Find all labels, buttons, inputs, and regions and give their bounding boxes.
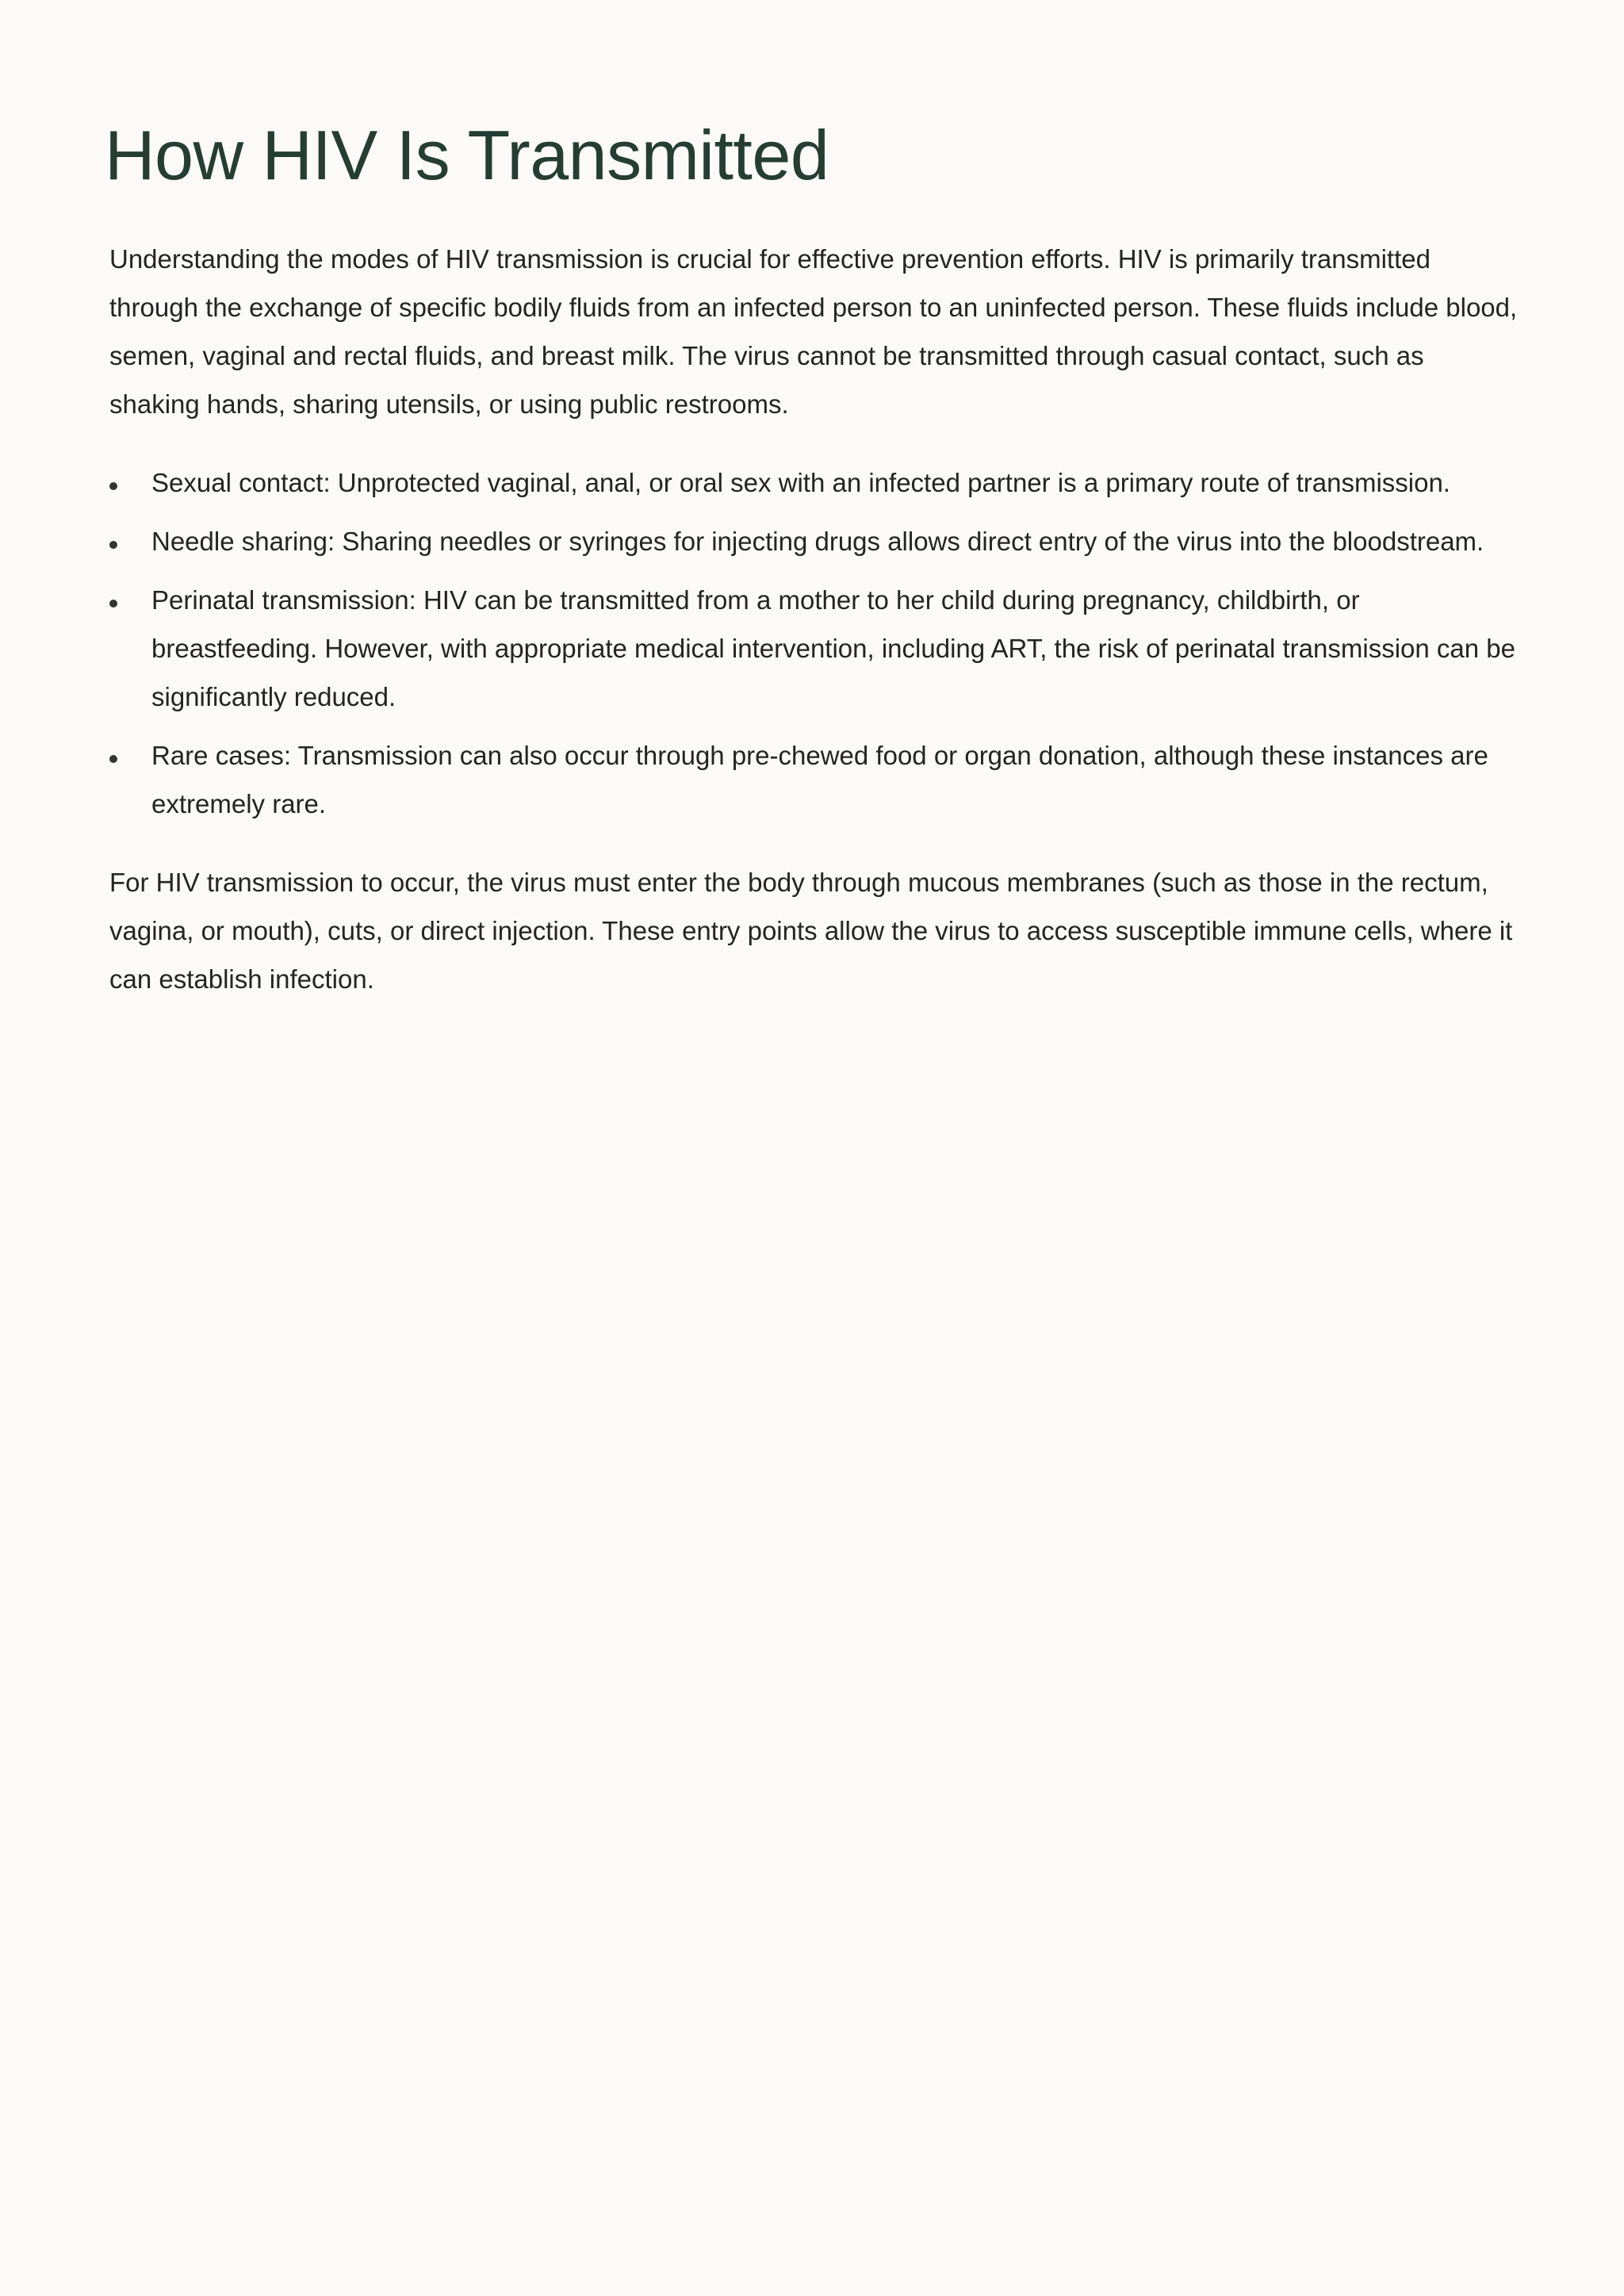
list-item xyxy=(109,517,1521,565)
intro-paragraph: Understanding the modes of HIV transmission is crucial for effective prevention efforts. HIV is primarily transmitted through the exchange of specific bodily fluids from an infected person to an uninfected person. These fluids include blood, semen, vaginal and rectal fluids, and breast milk. The virus cannot be transmitted through casual contact, such as shaking hands, sharing utensils, or using public restrooms. xyxy=(109,244,1518,419)
bullet-icon xyxy=(109,541,117,549)
list-item-text: Rare cases: Transmission can also occur through pre-chewed food or organ donation, although these instances are extremely rare. xyxy=(151,741,1488,818)
transmission-routes-list xyxy=(109,458,1521,828)
list-item-text: Needle sharing: Sharing needles or syringes for injecting drugs allows direct entry of the virus into the bloodstream. xyxy=(151,527,1484,556)
list-item xyxy=(109,576,1521,721)
bullet-icon xyxy=(109,600,117,608)
page-title: How HIV Is Transmitted xyxy=(105,116,829,194)
list-item xyxy=(109,458,1521,507)
list-item xyxy=(109,731,1521,828)
list-item-text: Perinatal transmission: HIV can be transmitted from a mother to her child during pregnancy, childbirth, or breastfeeding. However, with appropriate medical intervention, including ART, the risk of perinatal transmission can be significantly reduced. xyxy=(151,585,1515,711)
conclusion-paragraph: For HIV transmission to occur, the virus must enter the body through mucous membranes (such as those in the rectum, vagina, or mouth), cuts, or direct injection. These entry points allow the virus to access susceptible immune cells, where it can establish infection. xyxy=(109,868,1513,994)
list-item-text: Sexual contact: Unprotected vaginal, anal, or oral sex with an infected partner is a primary route of transmission. xyxy=(151,468,1450,497)
bullet-icon xyxy=(109,482,117,490)
bullet-icon xyxy=(109,755,117,763)
document-content xyxy=(105,108,1521,1003)
